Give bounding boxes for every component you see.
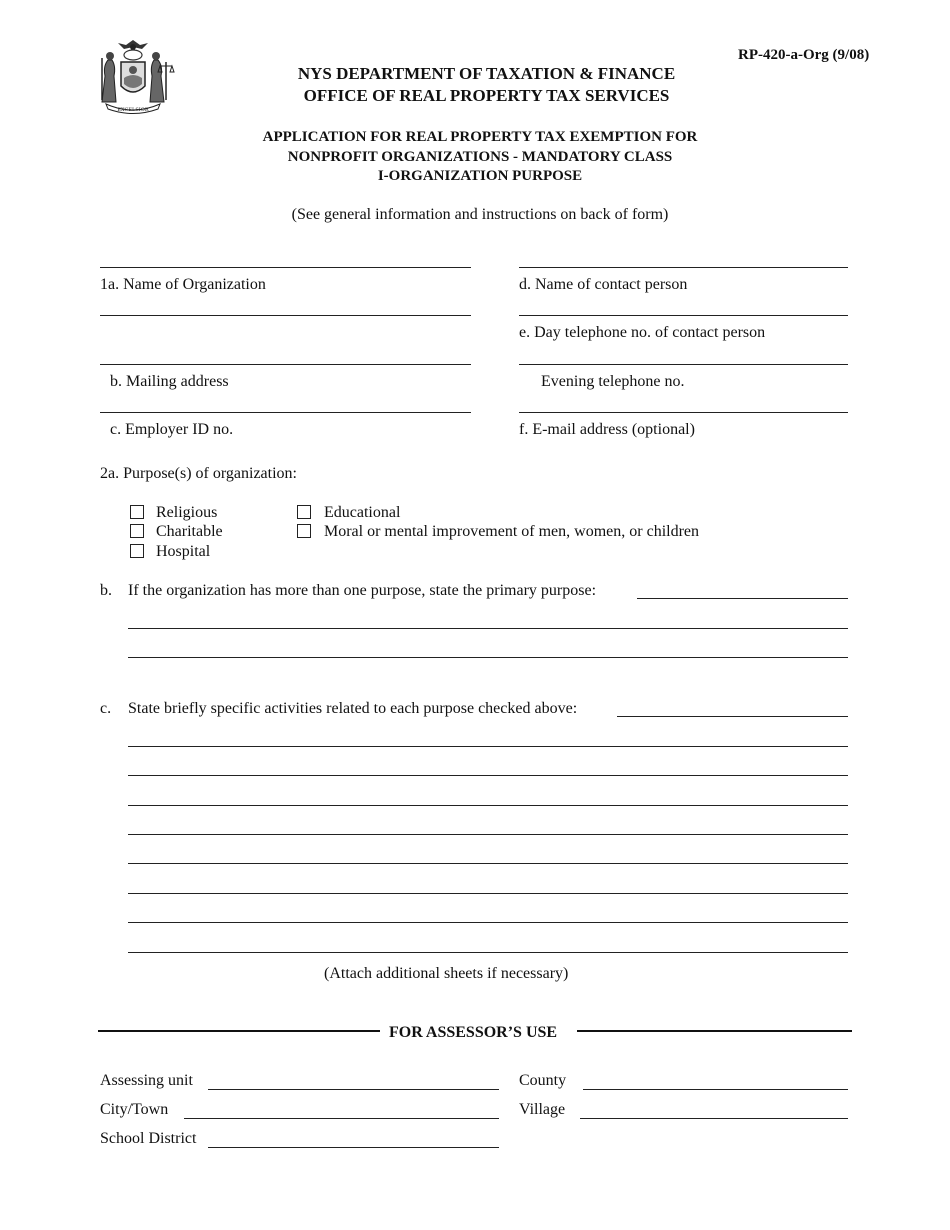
county-input[interactable] bbox=[583, 1089, 848, 1090]
city-town-input[interactable] bbox=[184, 1118, 499, 1119]
assessing-unit-input[interactable] bbox=[208, 1089, 499, 1090]
primary-purpose-label: If the organization has more than one purpose, state the primary purpose: bbox=[128, 582, 597, 599]
svg-text:EXCELSIOR: EXCELSIOR bbox=[117, 107, 149, 113]
school-district-input[interactable] bbox=[208, 1147, 499, 1148]
employer-id-input[interactable] bbox=[100, 412, 471, 413]
evening-phone-label: Evening telephone no. bbox=[541, 373, 685, 390]
org-name-input[interactable] bbox=[100, 267, 471, 268]
attach-sheets-note: (Attach additional sheets if necessary) bbox=[324, 965, 569, 982]
village-label: Village bbox=[519, 1101, 566, 1118]
form-title-line-1: APPLICATION FOR REAL PROPERTY TAX EXEMPTION FOR bbox=[262, 129, 698, 145]
instructions-note: (See general information and instructions on back of form) bbox=[291, 206, 669, 223]
hospital-label: Hospital bbox=[156, 543, 211, 560]
county-label: County bbox=[519, 1072, 567, 1089]
item-c-letter: c. bbox=[100, 700, 112, 717]
hospital-checkbox[interactable] bbox=[130, 544, 144, 558]
educational-label: Educational bbox=[324, 504, 401, 521]
activities-input-3[interactable] bbox=[128, 775, 848, 776]
primary-purpose-input-1[interactable] bbox=[637, 598, 848, 599]
activities-input-9[interactable] bbox=[128, 952, 848, 953]
day-phone-label: e. Day telephone no. of contact person bbox=[519, 324, 766, 341]
city-town-label: City/Town bbox=[100, 1101, 169, 1118]
contact-name-input[interactable] bbox=[519, 267, 848, 268]
primary-purpose-input-3[interactable] bbox=[128, 657, 848, 658]
assessor-heading: FOR ASSESSOR’S USE bbox=[389, 1024, 558, 1041]
village-input[interactable] bbox=[580, 1118, 848, 1119]
form-number: RP-420-a-Org (9/08) bbox=[738, 47, 870, 63]
employer-id-label: c. Employer ID no. bbox=[110, 421, 234, 438]
assessor-divider-left bbox=[98, 1030, 380, 1032]
mailing-address-line-1-input[interactable] bbox=[100, 315, 471, 316]
activities-input-2[interactable] bbox=[128, 746, 848, 747]
moral-improvement-checkbox[interactable] bbox=[297, 524, 311, 538]
activities-input-6[interactable] bbox=[128, 863, 848, 864]
educational-checkbox[interactable] bbox=[297, 505, 311, 519]
item-b-letter: b. bbox=[100, 582, 112, 599]
activities-input-4[interactable] bbox=[128, 805, 848, 806]
form-title-line-2: NONPROFIT ORGANIZATIONS - MANDATORY CLASS bbox=[287, 149, 673, 165]
contact-name-label: d. Name of contact person bbox=[519, 276, 688, 293]
department-name: NYS DEPARTMENT OF TAXATION & FINANCE bbox=[297, 64, 676, 83]
form-title-line-3: I-ORGANIZATION PURPOSE bbox=[377, 168, 583, 184]
mailing-address-label: b. Mailing address bbox=[110, 373, 229, 390]
moral-improvement-label: Moral or mental improvement of men, women, or children bbox=[324, 523, 700, 540]
activities-input-1[interactable] bbox=[617, 716, 848, 717]
charitable-label: Charitable bbox=[156, 523, 223, 540]
school-district-label: School District bbox=[100, 1130, 197, 1147]
religious-label: Religious bbox=[156, 504, 218, 521]
activities-input-8[interactable] bbox=[128, 922, 848, 923]
assessor-divider-right bbox=[577, 1030, 852, 1032]
primary-purpose-input-2[interactable] bbox=[128, 628, 848, 629]
activities-input-5[interactable] bbox=[128, 834, 848, 835]
assessing-unit-label: Assessing unit bbox=[100, 1072, 193, 1089]
religious-checkbox[interactable] bbox=[130, 505, 144, 519]
evening-phone-input[interactable] bbox=[519, 364, 848, 365]
day-phone-input[interactable] bbox=[519, 315, 848, 316]
office-name: OFFICE OF REAL PROPERTY TAX SERVICES bbox=[303, 86, 670, 105]
purposes-label: 2a. Purpose(s) of organization: bbox=[100, 465, 297, 482]
email-label: f. E-mail address (optional) bbox=[519, 421, 695, 438]
charitable-checkbox[interactable] bbox=[130, 524, 144, 538]
activities-label: State briefly specific activities related to each purpose checked above: bbox=[128, 700, 578, 717]
email-input[interactable] bbox=[519, 412, 848, 413]
activities-input-7[interactable] bbox=[128, 893, 848, 894]
mailing-address-line-2-input[interactable] bbox=[100, 364, 471, 365]
nys-seal-icon bbox=[88, 36, 178, 118]
org-name-label: 1a. Name of Organization bbox=[100, 276, 266, 293]
